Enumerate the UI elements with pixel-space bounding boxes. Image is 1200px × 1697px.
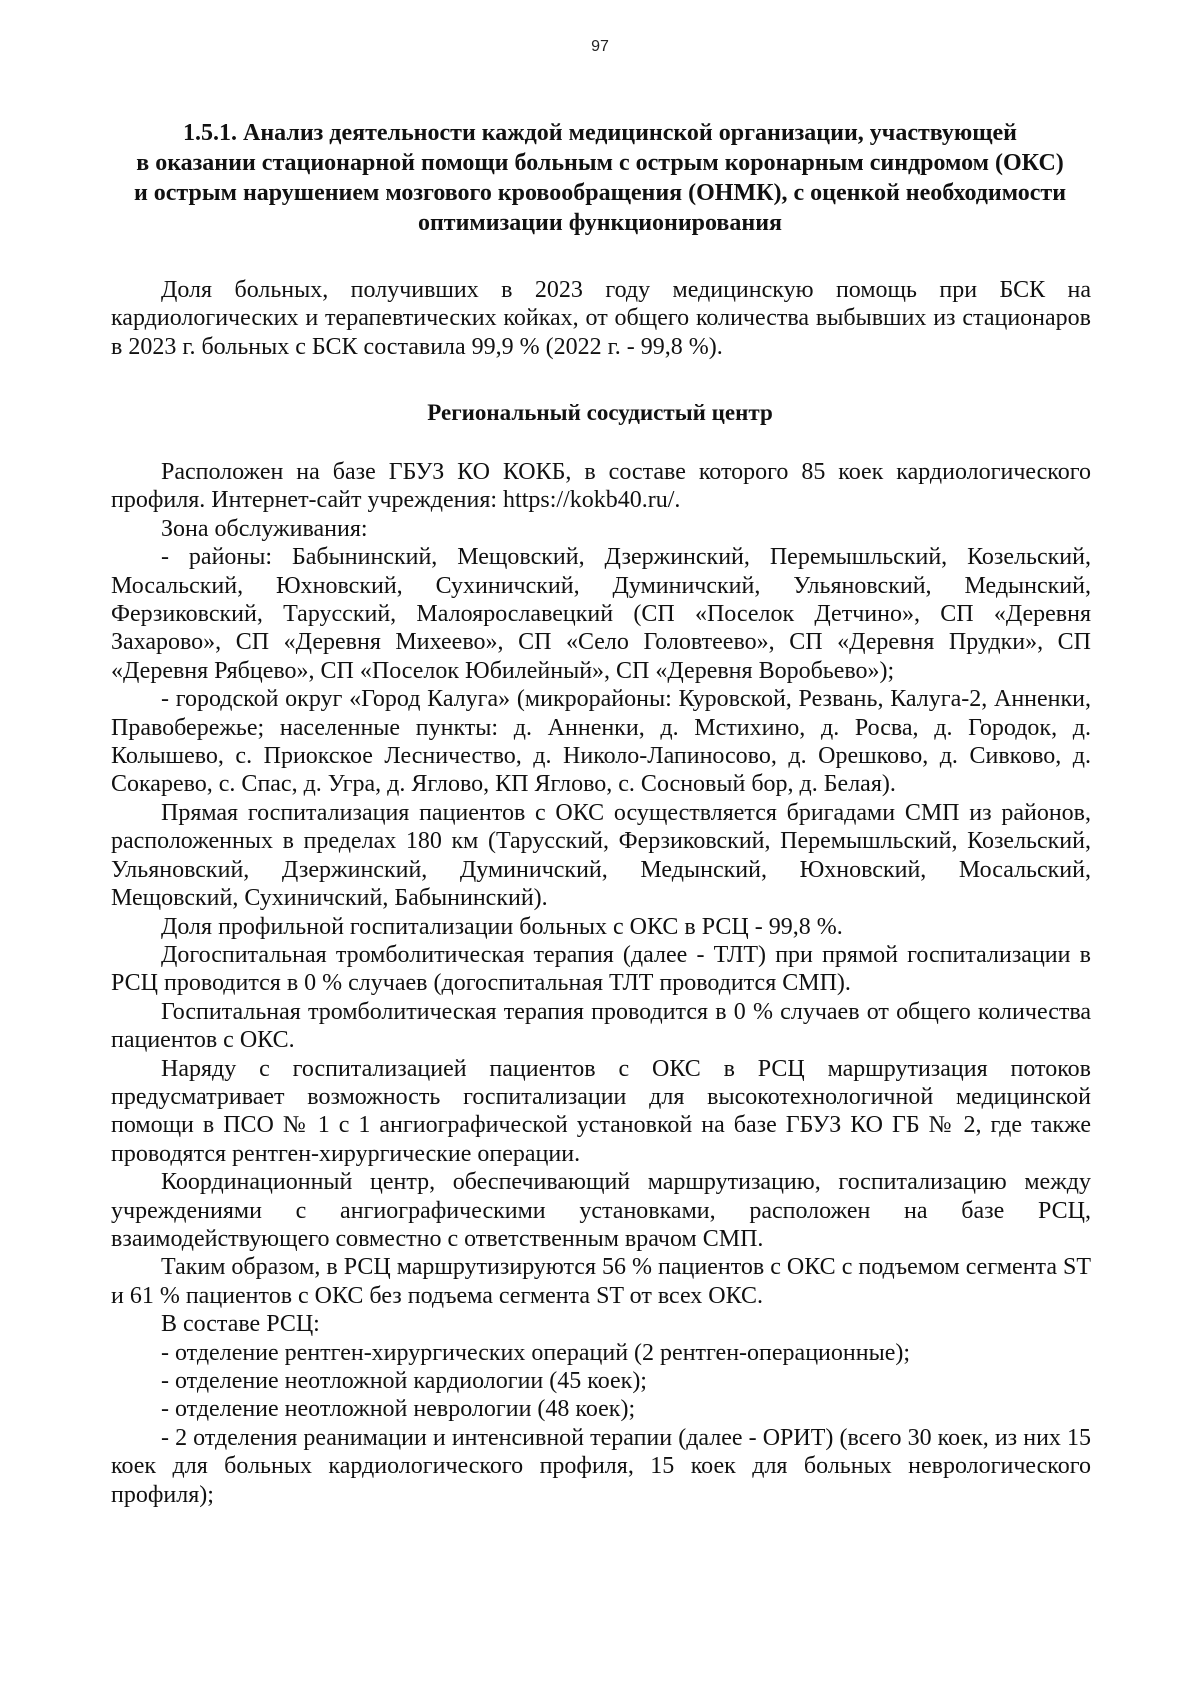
list-item: - отделение неотложной кардиологии (45 коек); [161,1368,647,1394]
intro-paragraph: Доля больных, получивших в 2023 году медицинскую помощь при БСК на кардиологических и терапевтических койках, от общего количества выбывших из стационаров в 2023 г. больных с БСК составила 99,9 % (2022 г. - 99,8 %). [111,277,1091,360]
paragraph-hospital-tlt: Госпитальная тромболитическая терапия проводится в 0 % случаев от общего количества пациентов с ОКС. [111,998,1091,1054]
paragraph-service-zone: Зона обслуживания: [161,515,368,542]
paragraph-routing-share: Таким образом, в РСЦ маршрутизируются 56 % пациентов с ОКС с подъемом сегмента ST и 61 % пациентов с ОКС без подъема сегмента ST от всех ОКС. [111,1254,1091,1309]
list-item: - 2 отделения реанимации и интенсивной терапии (далее - ОРИТ) (всего 30 коек, из них 15 коек для больных кардиологического профиля, 15 коек для больных неврологического профиля); [111,1424,1091,1508]
paragraph-direct-hospitalization: Прямая госпитализация пациентов с ОКС осуществляется бригадами СМП из районов, расположенных в пределах 180 км (Тарусский, Ферзиковский, Перемышльский, Козельский, Ульяновский, Дзержинский, Думиничский, Медынский, Юхновский, Мосальский, Мещовский, Сухиничский, Бабынинский). [111,799,1091,912]
paragraph-city-district: - городской округ «Город Калуга» (микрорайоны: Куровской, Резвань, Калуга-2, Анненки, Правобережье; населенные пункты: д. Анненки, д. Мстихино, д. Росва, д. Городок, д. Колышево, с. Приокское Лесничество, д. Николо-Лапиносово, д. Орешково, д. Сивково, д. Сокарево, с. Спас, д. Угра, д. Яглово, КП Яглово, с. Сосновый бор, д. Белая). [111,686,1091,798]
paragraph-coordination-center: Координационный центр, обеспечивающий маршрутизацию, госпитализацию между учреждениями с ангиографическими установками, расположен на базе РСЦ, взаимодействующего совместно с ответственным врачом СМП. [111,1169,1091,1252]
paragraph-composition: В составе РСЦ: [161,1311,320,1338]
section-heading-line: и острым нарушением мозгового кровообращения (ОНМК), с оценкой необходимости [133,180,1067,206]
section-heading-line: в оказании стационарной помощи больным с острым коронарным синдромом (ОКС) [136,150,1064,176]
paragraph-routing: Наряду с госпитализацией пациентов с ОКС в РСЦ маршрутизация потоков предусматривает возможность госпитализации для высокотехнологичной медицинской помощи в ПСО № 1 с 1 ангиографической установкой на базе ГБУЗ КО ГБ № 2, где также проводятся рентген-хирургические операции. [111,1055,1091,1167]
paragraph-districts: - районы: Бабынинский, Мещовский, Дзержинский, Перемышльский, Козельский, Мосальский, Юхновский, Сухиничский, Думиничский, Ульяновский, Медынский, Ферзиковский, Тарусский, Малоярославецкий (СП «Поселок Детчино», СП «Деревня Захарово», СП «Деревня Михеево», СП «Село Головтеево», СП «Деревня Прудки», СП «Деревня Рябцево», СП «Поселок Юбилейный», СП «Деревня Воробьево»); [111,544,1091,684]
subsection-heading: Региональный сосудистый центр [427,400,773,425]
main-text [111,458,1091,1509]
list-item: - отделение неотложной неврологии (48 коек); [161,1396,636,1423]
paragraph-profile-share: Доля профильной госпитализации больных с ОКС в РСЦ - 99,8 %. [161,913,843,940]
paragraph-location: Расположен на базе ГБУЗ КО КОКБ, в составе которого 85 коек кардиологического профиля. Интернет-сайт учреждения: https://kokb40.ru/. [111,459,1091,514]
list-item: - отделение рентген-хирургических операций (2 рентген-операционные); [161,1339,911,1366]
section-heading-line: оптимизации функционирования [417,210,783,236]
intro-section [111,276,1091,361]
section-heading [108,118,1092,238]
page-number: 97 [591,38,609,55]
section-heading-line: 1.5.1. Анализ деятельности каждой медицинской организации, участвующей [183,120,1017,146]
paragraph-prehospital-tlt: Догоспитальная тромболитическая терапия (далее - ТЛТ) при прямой госпитализации в РСЦ проводится в 0 % случаев (догоспитальная ТЛТ проводится СМП). [111,941,1091,997]
